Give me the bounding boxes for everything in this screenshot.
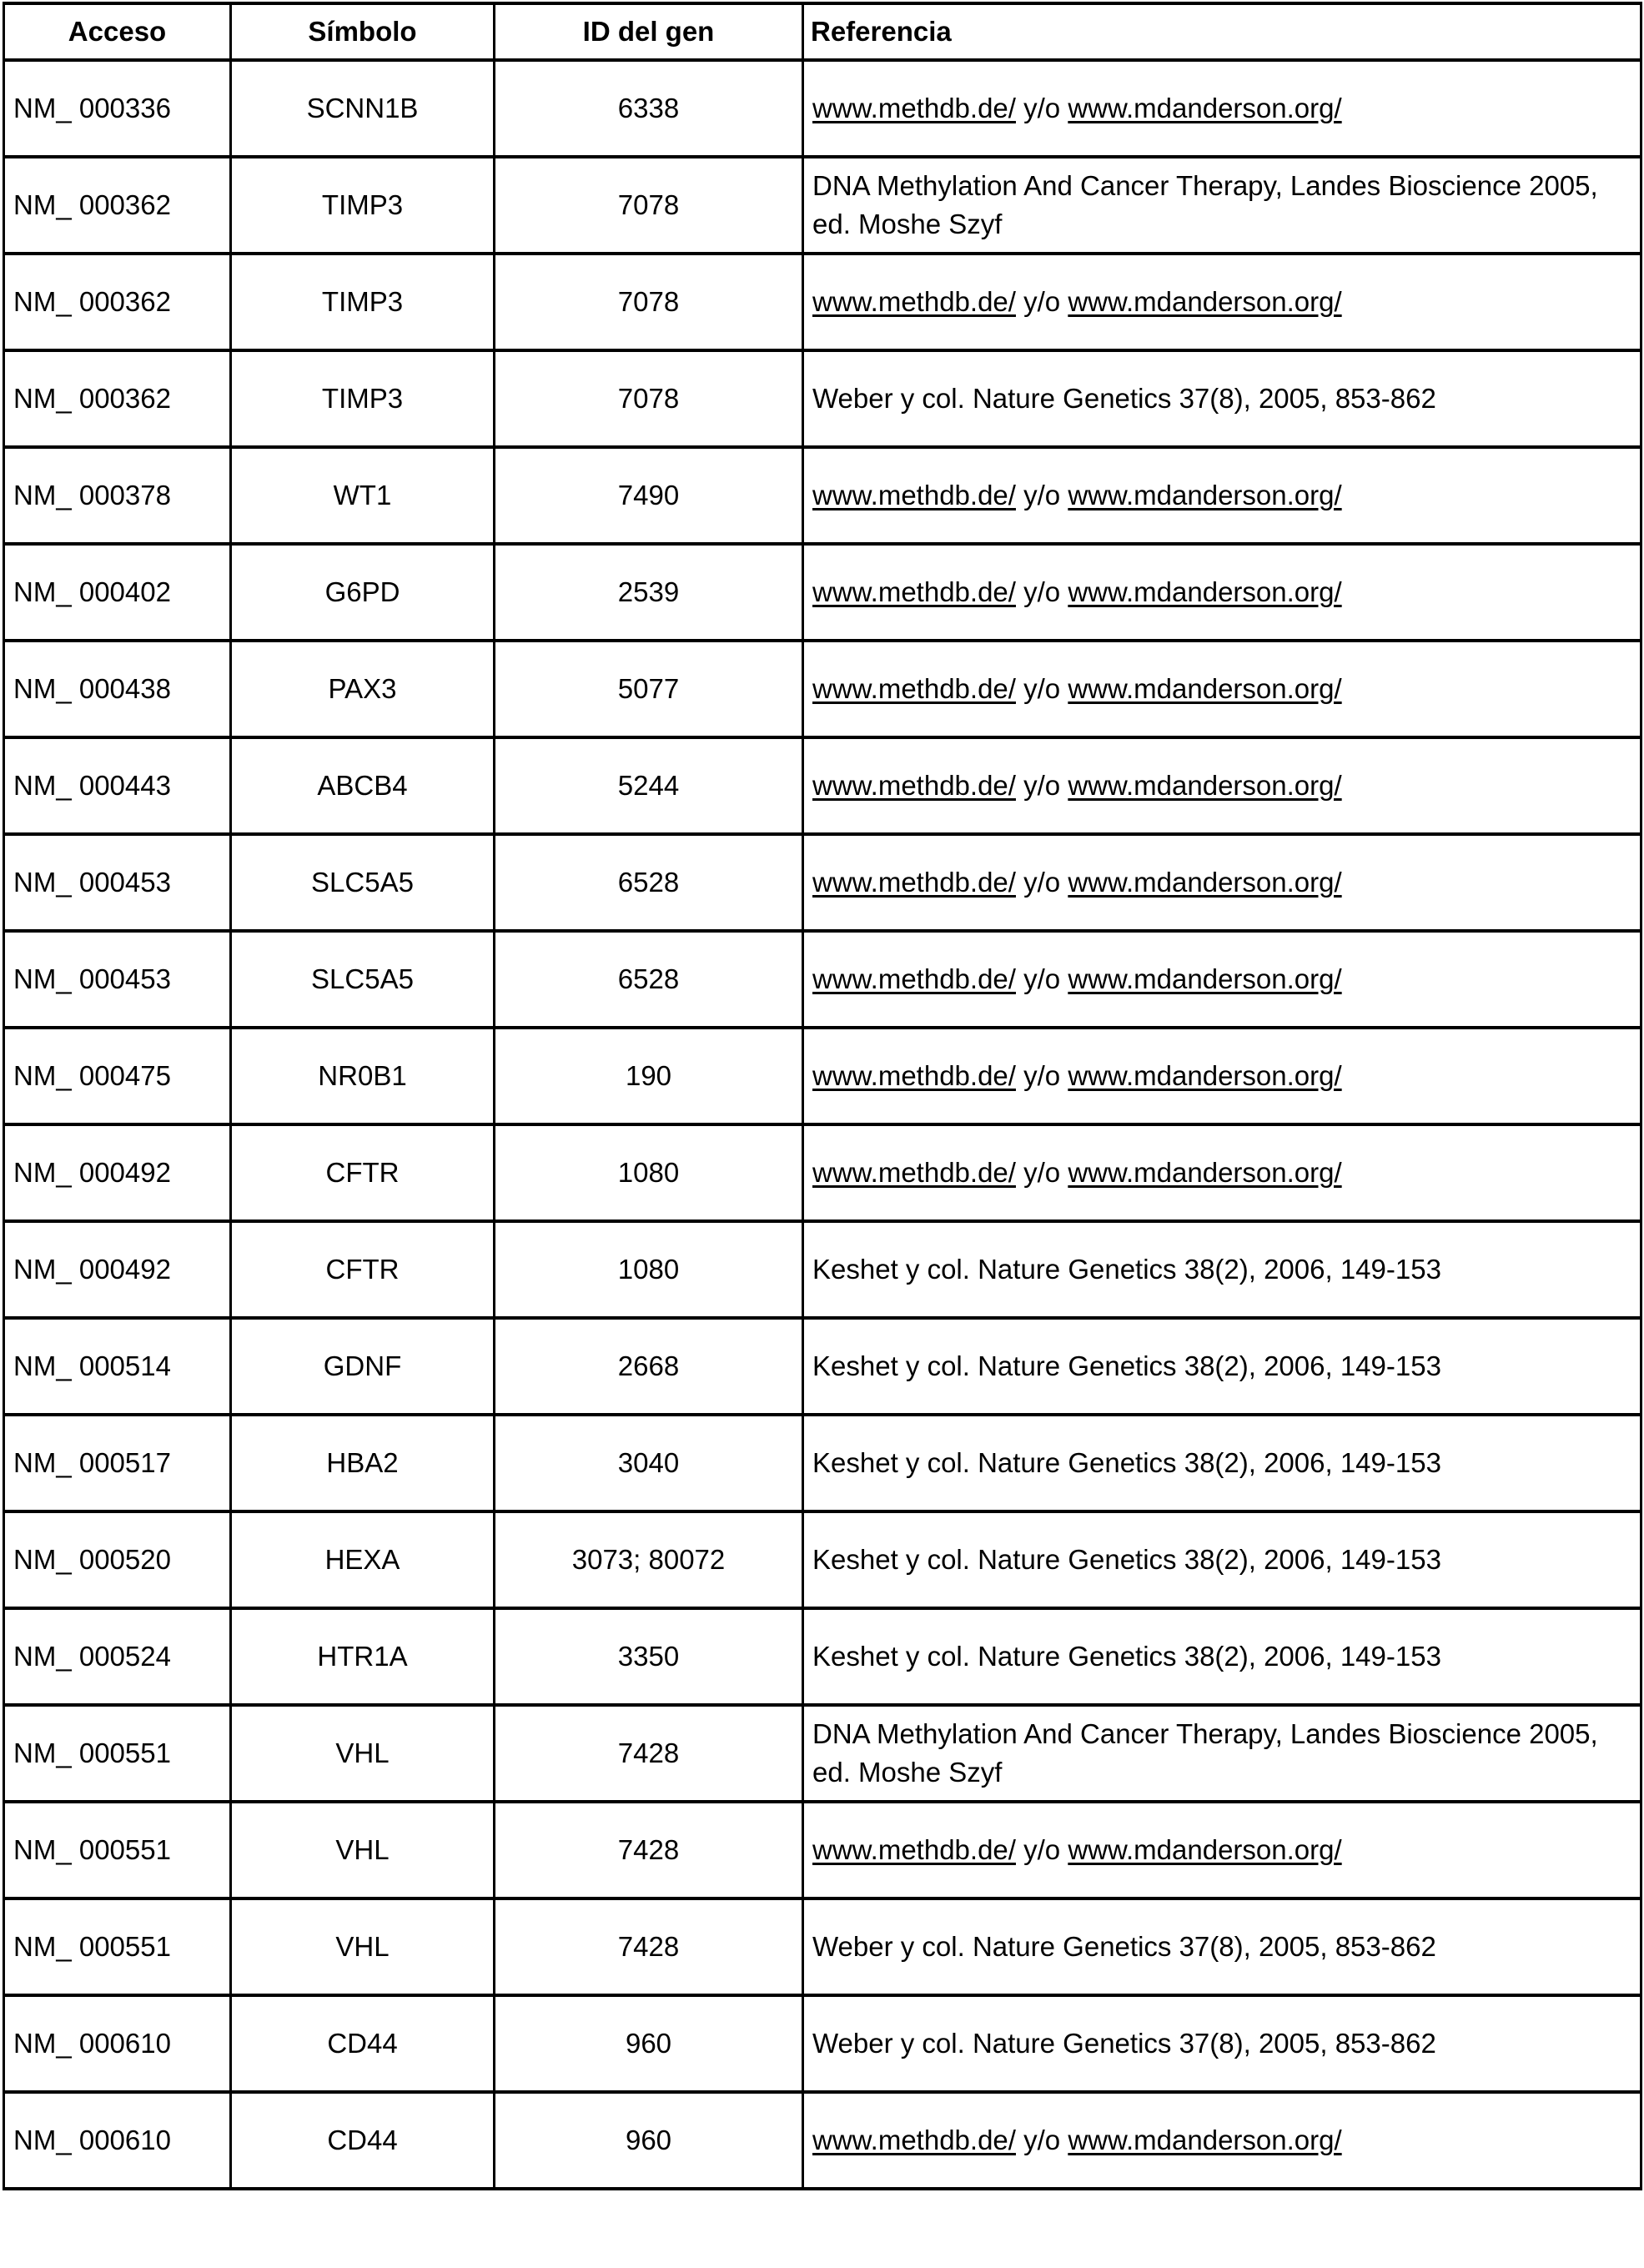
gene-id-cell: 2539: [495, 544, 803, 641]
accession-cell: NM_ 000520: [4, 1511, 231, 1608]
table-row: [4, 157, 1641, 254]
accession-cell: NM_ 000475: [4, 1028, 231, 1124]
methdb-link[interactable]: www.methdb.de/: [812, 867, 1016, 898]
accession-cell: NM_ 000524: [4, 1608, 231, 1705]
gene-id-cell: 1080: [495, 1124, 803, 1221]
accession-cell: NM_ 000402: [4, 544, 231, 641]
table-row: [4, 1802, 1641, 1898]
reference-cell: [803, 1995, 1641, 2092]
reference-cell: [803, 350, 1641, 447]
symbol-cell: TIMP3: [231, 157, 495, 254]
reference-cell: [803, 1415, 1641, 1511]
header-id-gen: ID del gen: [495, 3, 803, 60]
mdanderson-link[interactable]: www.mdanderson.org/: [1068, 1060, 1341, 1091]
symbol-cell: NR0B1: [231, 1028, 495, 1124]
accession-cell: NM_ 000362: [4, 254, 231, 350]
reference-cell: [803, 60, 1641, 157]
gene-id-cell: 960: [495, 1995, 803, 2092]
symbol-cell: HBA2: [231, 1415, 495, 1511]
reference-cell: [803, 1028, 1641, 1124]
gene-id-cell: 7490: [495, 447, 803, 544]
gene-id-cell: 7078: [495, 350, 803, 447]
link-separator: y/o: [1016, 1157, 1068, 1188]
header-row: [4, 3, 1641, 60]
table-row: [4, 1415, 1641, 1511]
gene-id-cell: 2668: [495, 1318, 803, 1415]
mdanderson-link[interactable]: www.mdanderson.org/: [1068, 1157, 1341, 1188]
gene-id-cell: 5244: [495, 737, 803, 834]
table-row: [4, 1124, 1641, 1221]
mdanderson-link[interactable]: www.mdanderson.org/: [1068, 2125, 1341, 2155]
methdb-link[interactable]: www.methdb.de/: [812, 673, 1016, 704]
symbol-cell: ABCB4: [231, 737, 495, 834]
accession-cell: NM_ 000492: [4, 1221, 231, 1318]
methdb-link[interactable]: www.methdb.de/: [812, 93, 1016, 123]
accession-cell: NM_ 000378: [4, 447, 231, 544]
methdb-link[interactable]: www.methdb.de/: [812, 1060, 1016, 1091]
reference-text: Weber y col. Nature Genetics 37(8), 2005, 853-862: [812, 1931, 1436, 1962]
reference-cell: [803, 641, 1641, 737]
accession-cell: NM_ 000551: [4, 1802, 231, 1898]
reference-cell: [803, 931, 1641, 1028]
link-separator: y/o: [1016, 1834, 1068, 1865]
symbol-cell: SCNN1B: [231, 60, 495, 157]
table-row: [4, 1221, 1641, 1318]
reference-cell: [803, 1898, 1641, 1995]
accession-cell: NM_ 000362: [4, 157, 231, 254]
symbol-cell: PAX3: [231, 641, 495, 737]
symbol-cell: VHL: [231, 1898, 495, 1995]
table-row: [4, 60, 1641, 157]
reference-text: Keshet y col. Nature Genetics 38(2), 2006, 149-153: [812, 1350, 1441, 1381]
gene-id-cell: 6338: [495, 60, 803, 157]
methdb-link[interactable]: www.methdb.de/: [812, 1157, 1016, 1188]
link-separator: y/o: [1016, 93, 1068, 123]
table-row: [4, 1608, 1641, 1705]
table-row: [4, 931, 1641, 1028]
gene-id-cell: 7428: [495, 1898, 803, 1995]
symbol-cell: TIMP3: [231, 350, 495, 447]
accession-cell: NM_ 000438: [4, 641, 231, 737]
accession-cell: NM_ 000551: [4, 1898, 231, 1995]
gene-id-cell: 7078: [495, 254, 803, 350]
reference-cell: [803, 1124, 1641, 1221]
symbol-cell: SLC5A5: [231, 931, 495, 1028]
gene-id-cell: 5077: [495, 641, 803, 737]
table-row: [4, 254, 1641, 350]
table-row: [4, 1318, 1641, 1415]
symbol-cell: CD44: [231, 1995, 495, 2092]
methdb-link[interactable]: www.methdb.de/: [812, 286, 1016, 317]
table-row: [4, 1705, 1641, 1802]
mdanderson-link[interactable]: www.mdanderson.org/: [1068, 576, 1341, 607]
mdanderson-link[interactable]: www.mdanderson.org/: [1068, 770, 1341, 801]
table-row: [4, 1028, 1641, 1124]
gene-table: [3, 2, 1642, 2190]
reference-cell: [803, 1802, 1641, 1898]
reference-text: Keshet y col. Nature Genetics 38(2), 2006, 149-153: [812, 1447, 1441, 1478]
mdanderson-link[interactable]: www.mdanderson.org/: [1068, 480, 1341, 510]
symbol-cell: HEXA: [231, 1511, 495, 1608]
header-simbolo: Símbolo: [231, 3, 495, 60]
gene-id-cell: 3073; 80072: [495, 1511, 803, 1608]
accession-cell: NM_ 000610: [4, 1995, 231, 2092]
link-separator: y/o: [1016, 480, 1068, 510]
mdanderson-link[interactable]: www.mdanderson.org/: [1068, 286, 1341, 317]
accession-cell: NM_ 000362: [4, 350, 231, 447]
gene-id-cell: 6528: [495, 834, 803, 931]
link-separator: y/o: [1016, 963, 1068, 994]
header-acceso: Acceso: [4, 3, 231, 60]
mdanderson-link[interactable]: www.mdanderson.org/: [1068, 93, 1341, 123]
link-separator: y/o: [1016, 2125, 1068, 2155]
symbol-cell: CD44: [231, 2092, 495, 2189]
symbol-cell: CFTR: [231, 1124, 495, 1221]
gene-id-cell: 7428: [495, 1802, 803, 1898]
symbol-cell: GDNF: [231, 1318, 495, 1415]
accession-cell: NM_ 000492: [4, 1124, 231, 1221]
symbol-cell: VHL: [231, 1705, 495, 1802]
link-separator: y/o: [1016, 576, 1068, 607]
reference-cell: [803, 254, 1641, 350]
reference-cell: [803, 157, 1641, 254]
methdb-link[interactable]: www.methdb.de/: [812, 1834, 1016, 1865]
methdb-link[interactable]: www.methdb.de/: [812, 963, 1016, 994]
link-separator: y/o: [1016, 867, 1068, 898]
reference-text: Weber y col. Nature Genetics 37(8), 2005, 853-862: [812, 383, 1436, 414]
accession-cell: NM_ 000517: [4, 1415, 231, 1511]
link-separator: y/o: [1016, 286, 1068, 317]
reference-cell: [803, 1318, 1641, 1415]
accession-cell: NM_ 000514: [4, 1318, 231, 1415]
symbol-cell: WT1: [231, 447, 495, 544]
table-row: [4, 1898, 1641, 1995]
mdanderson-link[interactable]: www.mdanderson.org/: [1068, 1834, 1341, 1865]
gene-id-cell: 6528: [495, 931, 803, 1028]
gene-id-cell: 1080: [495, 1221, 803, 1318]
reference-cell: [803, 447, 1641, 544]
reference-cell: [803, 737, 1641, 834]
table-row: [4, 544, 1641, 641]
reference-text: DNA Methylation And Cancer Therapy, Landes Bioscience 2005, ed. Moshe Szyf: [812, 170, 1598, 239]
reference-cell: [803, 1221, 1641, 1318]
table-row: [4, 641, 1641, 737]
mdanderson-link[interactable]: www.mdanderson.org/: [1068, 673, 1341, 704]
link-separator: y/o: [1016, 1060, 1068, 1091]
reference-text: Keshet y col. Nature Genetics 38(2), 2006, 149-153: [812, 1254, 1441, 1285]
table-row: [4, 2092, 1641, 2189]
gene-id-cell: 190: [495, 1028, 803, 1124]
table-row: [4, 737, 1641, 834]
table-row: [4, 1511, 1641, 1608]
table-body: [4, 60, 1641, 2189]
methdb-link[interactable]: www.methdb.de/: [812, 480, 1016, 510]
reference-cell: [803, 1511, 1641, 1608]
accession-cell: NM_ 000336: [4, 60, 231, 157]
reference-text: Keshet y col. Nature Genetics 38(2), 2006, 149-153: [812, 1544, 1441, 1575]
reference-text: DNA Methylation And Cancer Therapy, Landes Bioscience 2005, ed. Moshe Szyf: [812, 1718, 1598, 1788]
table-row: [4, 834, 1641, 931]
table-row: [4, 447, 1641, 544]
symbol-cell: SLC5A5: [231, 834, 495, 931]
gene-id-cell: 3040: [495, 1415, 803, 1511]
reference-cell: [803, 1608, 1641, 1705]
methdb-link[interactable]: www.methdb.de/: [812, 576, 1016, 607]
mdanderson-link[interactable]: www.mdanderson.org/: [1068, 867, 1341, 898]
symbol-cell: VHL: [231, 1802, 495, 1898]
accession-cell: NM_ 000551: [4, 1705, 231, 1802]
gene-id-cell: 7428: [495, 1705, 803, 1802]
reference-cell: [803, 2092, 1641, 2189]
gene-id-cell: 960: [495, 2092, 803, 2189]
table-row: [4, 1995, 1641, 2092]
table-row: [4, 350, 1641, 447]
reference-cell: [803, 544, 1641, 641]
accession-cell: NM_ 000453: [4, 834, 231, 931]
symbol-cell: G6PD: [231, 544, 495, 641]
header-referencia: Referencia: [803, 3, 1641, 60]
accession-cell: NM_ 000453: [4, 931, 231, 1028]
link-separator: y/o: [1016, 673, 1068, 704]
reference-text: Keshet y col. Nature Genetics 38(2), 2006, 149-153: [812, 1641, 1441, 1672]
symbol-cell: TIMP3: [231, 254, 495, 350]
methdb-link[interactable]: www.methdb.de/: [812, 770, 1016, 801]
reference-cell: [803, 1705, 1641, 1802]
accession-cell: NM_ 000610: [4, 2092, 231, 2189]
symbol-cell: HTR1A: [231, 1608, 495, 1705]
reference-text: Weber y col. Nature Genetics 37(8), 2005, 853-862: [812, 2028, 1436, 2059]
methdb-link[interactable]: www.methdb.de/: [812, 2125, 1016, 2155]
reference-cell: [803, 834, 1641, 931]
mdanderson-link[interactable]: www.mdanderson.org/: [1068, 963, 1341, 994]
gene-id-cell: 7078: [495, 157, 803, 254]
link-separator: y/o: [1016, 770, 1068, 801]
symbol-cell: CFTR: [231, 1221, 495, 1318]
accession-cell: NM_ 000443: [4, 737, 231, 834]
gene-id-cell: 3350: [495, 1608, 803, 1705]
